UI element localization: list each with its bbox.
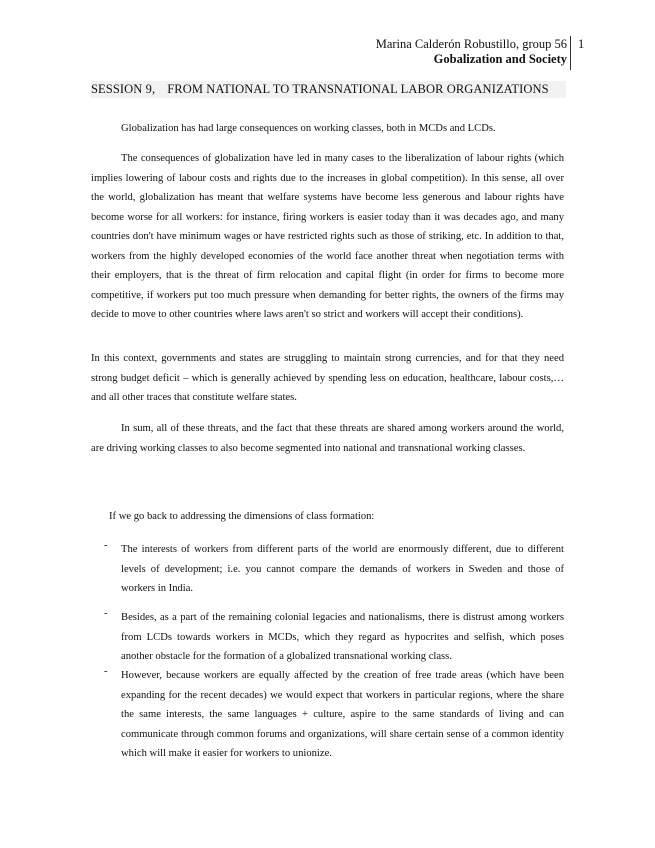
bullet-item: Besides, as a part of the remaining colonial legacies and nationalisms, there is distrust among workers from LCDs towards workers in MCDs, which they regard as hypocrites and selfish, which poses another obstacle for the formation of a globalized transnational working class. bbox=[121, 612, 564, 662]
header-course: Gobalization and Society bbox=[433, 52, 567, 66]
header-author: Marina Calderón Robustillo, group 56 bbox=[375, 37, 567, 51]
paragraph-summary: In sum, all of these threats, and the fact that these threats are shared among workers around the world, are driving working classes to also become segmented into national and transnational working classes. bbox=[91, 423, 564, 454]
bullet-marker: - bbox=[104, 608, 108, 619]
bullet-marker: - bbox=[104, 540, 108, 551]
paragraph-consequences: The consequences of globalization have led in many cases to the liberalization of labour rights (which implies lowering of labour costs and rights due to the increases in global competition). In this sense, all over the world, globalization has meant that welfare systems have become less generous and labour rights have become worse for all workers: for instance, firing workers is easier today than it was decades ago, and many countries don't have minimum wages or have restricted rights such as those of striking, etc. In addition to that, workers from the highly developed economies of the world face another threat when negotiation terms with their employers, that is the threat of firm relocation and capital flight (in order for firms to become more competitive, if workers put too much pressure when demanding for better rights, the owners of the firms may decide to move to other countries where laws aren't so strict and workers will accept their conditions). bbox=[91, 153, 564, 320]
session-heading: FROM NATIONAL TO TRANSNATIONAL LABOR ORGANIZATIONS bbox=[167, 82, 549, 96]
session-label: SESSION 9, bbox=[91, 82, 156, 96]
dimensions-lead: If we go back to addressing the dimensions of class formation: bbox=[109, 511, 375, 522]
paragraph-intro: Globalization has had large consequences on working classes, both in MCDs and LCDs. bbox=[121, 123, 496, 134]
paragraph-context: In this context, governments and states are struggling to maintain strong currencies, and for that they need strong budget deficit – which is generally achieved by spending less on education, healthcare, labour costs,…and all other traces that constitute welfare states. bbox=[91, 353, 564, 403]
page-number: 1 bbox=[578, 37, 585, 51]
session-title bbox=[91, 81, 566, 98]
bullet-item: However, because workers are equally affected by the creation of free trade areas (which have been expanding for the recent decades) we would expect that workers in particular regions, where the share the same interests, the same languages + culture, aspire to the same standards of living and can communicate through common forums and organizations, will share certain sense of a common identity which will make it easier for workers to unionize. bbox=[121, 670, 564, 759]
page-header bbox=[376, 37, 567, 67]
header-divider bbox=[570, 36, 571, 70]
bullet-marker: - bbox=[104, 666, 108, 677]
bullet-item: The interests of workers from different parts of the world are enormously different, due to different levels of development; i.e. you cannot compare the demands of workers in Sweden and those of workers in India. bbox=[121, 544, 564, 594]
